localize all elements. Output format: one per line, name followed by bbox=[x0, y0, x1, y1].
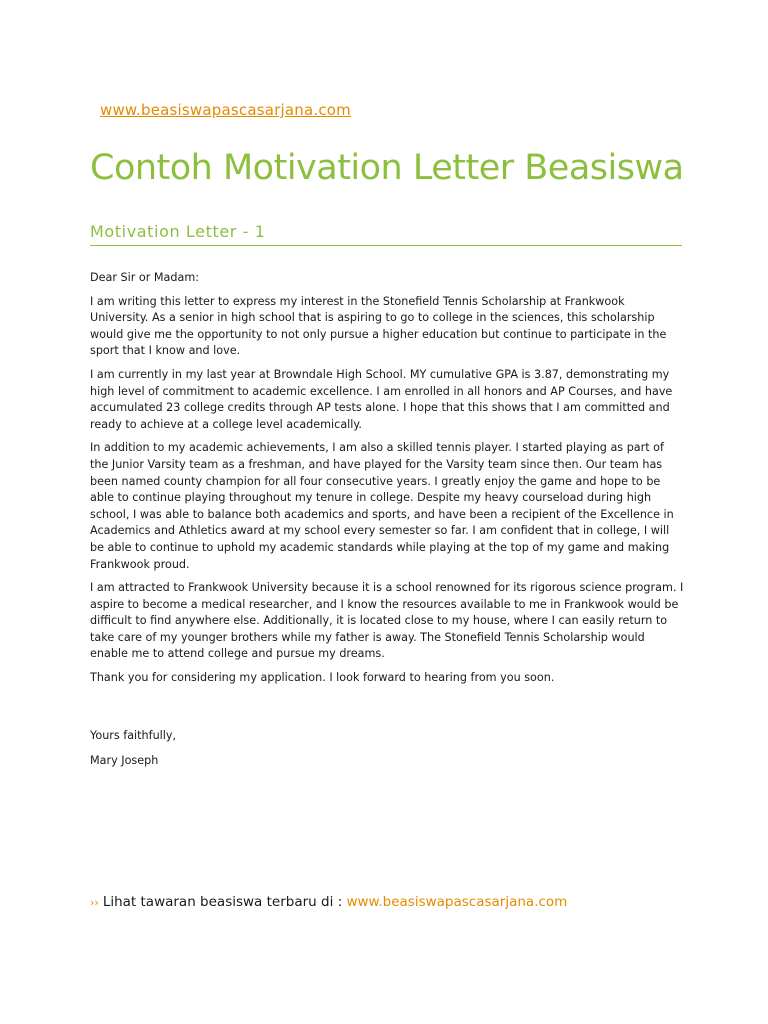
footer-promo bbox=[90, 894, 567, 910]
letter-closing-block bbox=[90, 723, 176, 773]
site-link[interactable]: www.beasiswapascasarjana.com bbox=[100, 101, 351, 119]
letter-salutation: Dear Sir or Madam: bbox=[90, 271, 200, 284]
footer-text: Lihat tawaran beasiswa terbaru di : bbox=[102, 894, 347, 910]
letter-paragraph-4: I am attracted to Frankwook University because it is a school renowned for its rigorous science program. I aspire to become a medical researcher, and I know the resources available to me in Frankwook would be difficult to find anywhere else. Additionally, it is located close to my house, where I can easily return to take care of my younger brothers while my father is away. The Stonefield Tennis Scholarship would enable me to attend college and pursue my dreams. bbox=[90, 581, 684, 661]
footer-link[interactable]: www.beasiswapascasarjana.com bbox=[346, 894, 568, 910]
letter-signature: Mary Joseph bbox=[90, 754, 159, 767]
letter-paragraph-2: I am currently in my last year at Browndale High School. MY cumulative GPA is 3.87, demonstrating my high level of commitment to academic excellence. I am enrolled in all honors and AP Courses, and have accumulated 23 college credits through AP tests alone. I hope that this shows that I am committed and ready to achieve at a college level academically. bbox=[90, 367, 673, 431]
section-heading: Motivation Letter - 1 bbox=[90, 222, 266, 241]
letter-closing: Yours faithfully, bbox=[90, 729, 177, 742]
letter-body bbox=[90, 270, 684, 694]
heading-divider bbox=[90, 245, 682, 246]
letter-paragraph-5: Thank you for considering my application. I look forward to hearing from you soon. bbox=[90, 671, 555, 685]
letter-paragraph-3: In addition to my academic achievements, I am also a skilled tennis player. I started playing as part of the Junior Varsity team as a freshman, and have played for the Varsity team since then. Our team has been named county champion for all four consecutive years. I greatly enjoy the game and hope to be able to continue playing throughout my tenure in college. Despite my heavy courseload during high school, I was able to balance both academics and sports, and have been a recipient of the Excellence in Academics and Athletics award at my school every semester so far. I am confident that in college, I will be able to continue to uphold my academic standards while playing at the top of my game and making Frankwook proud. bbox=[90, 441, 674, 571]
letter-paragraph-1: I am writing this letter to express my interest in the Stonefield Tennis Scholarship at Frankwook University. As a senior in high school that is aspiring to go to college in the sciences, this scholarship would give me the opportunity to not only pursue a higher education but continue to participate in the sport that I know and love. bbox=[90, 294, 667, 358]
page-title: Contoh Motivation Letter Beasiswa bbox=[90, 148, 684, 188]
double-chevron-icon: ›› bbox=[90, 896, 99, 909]
